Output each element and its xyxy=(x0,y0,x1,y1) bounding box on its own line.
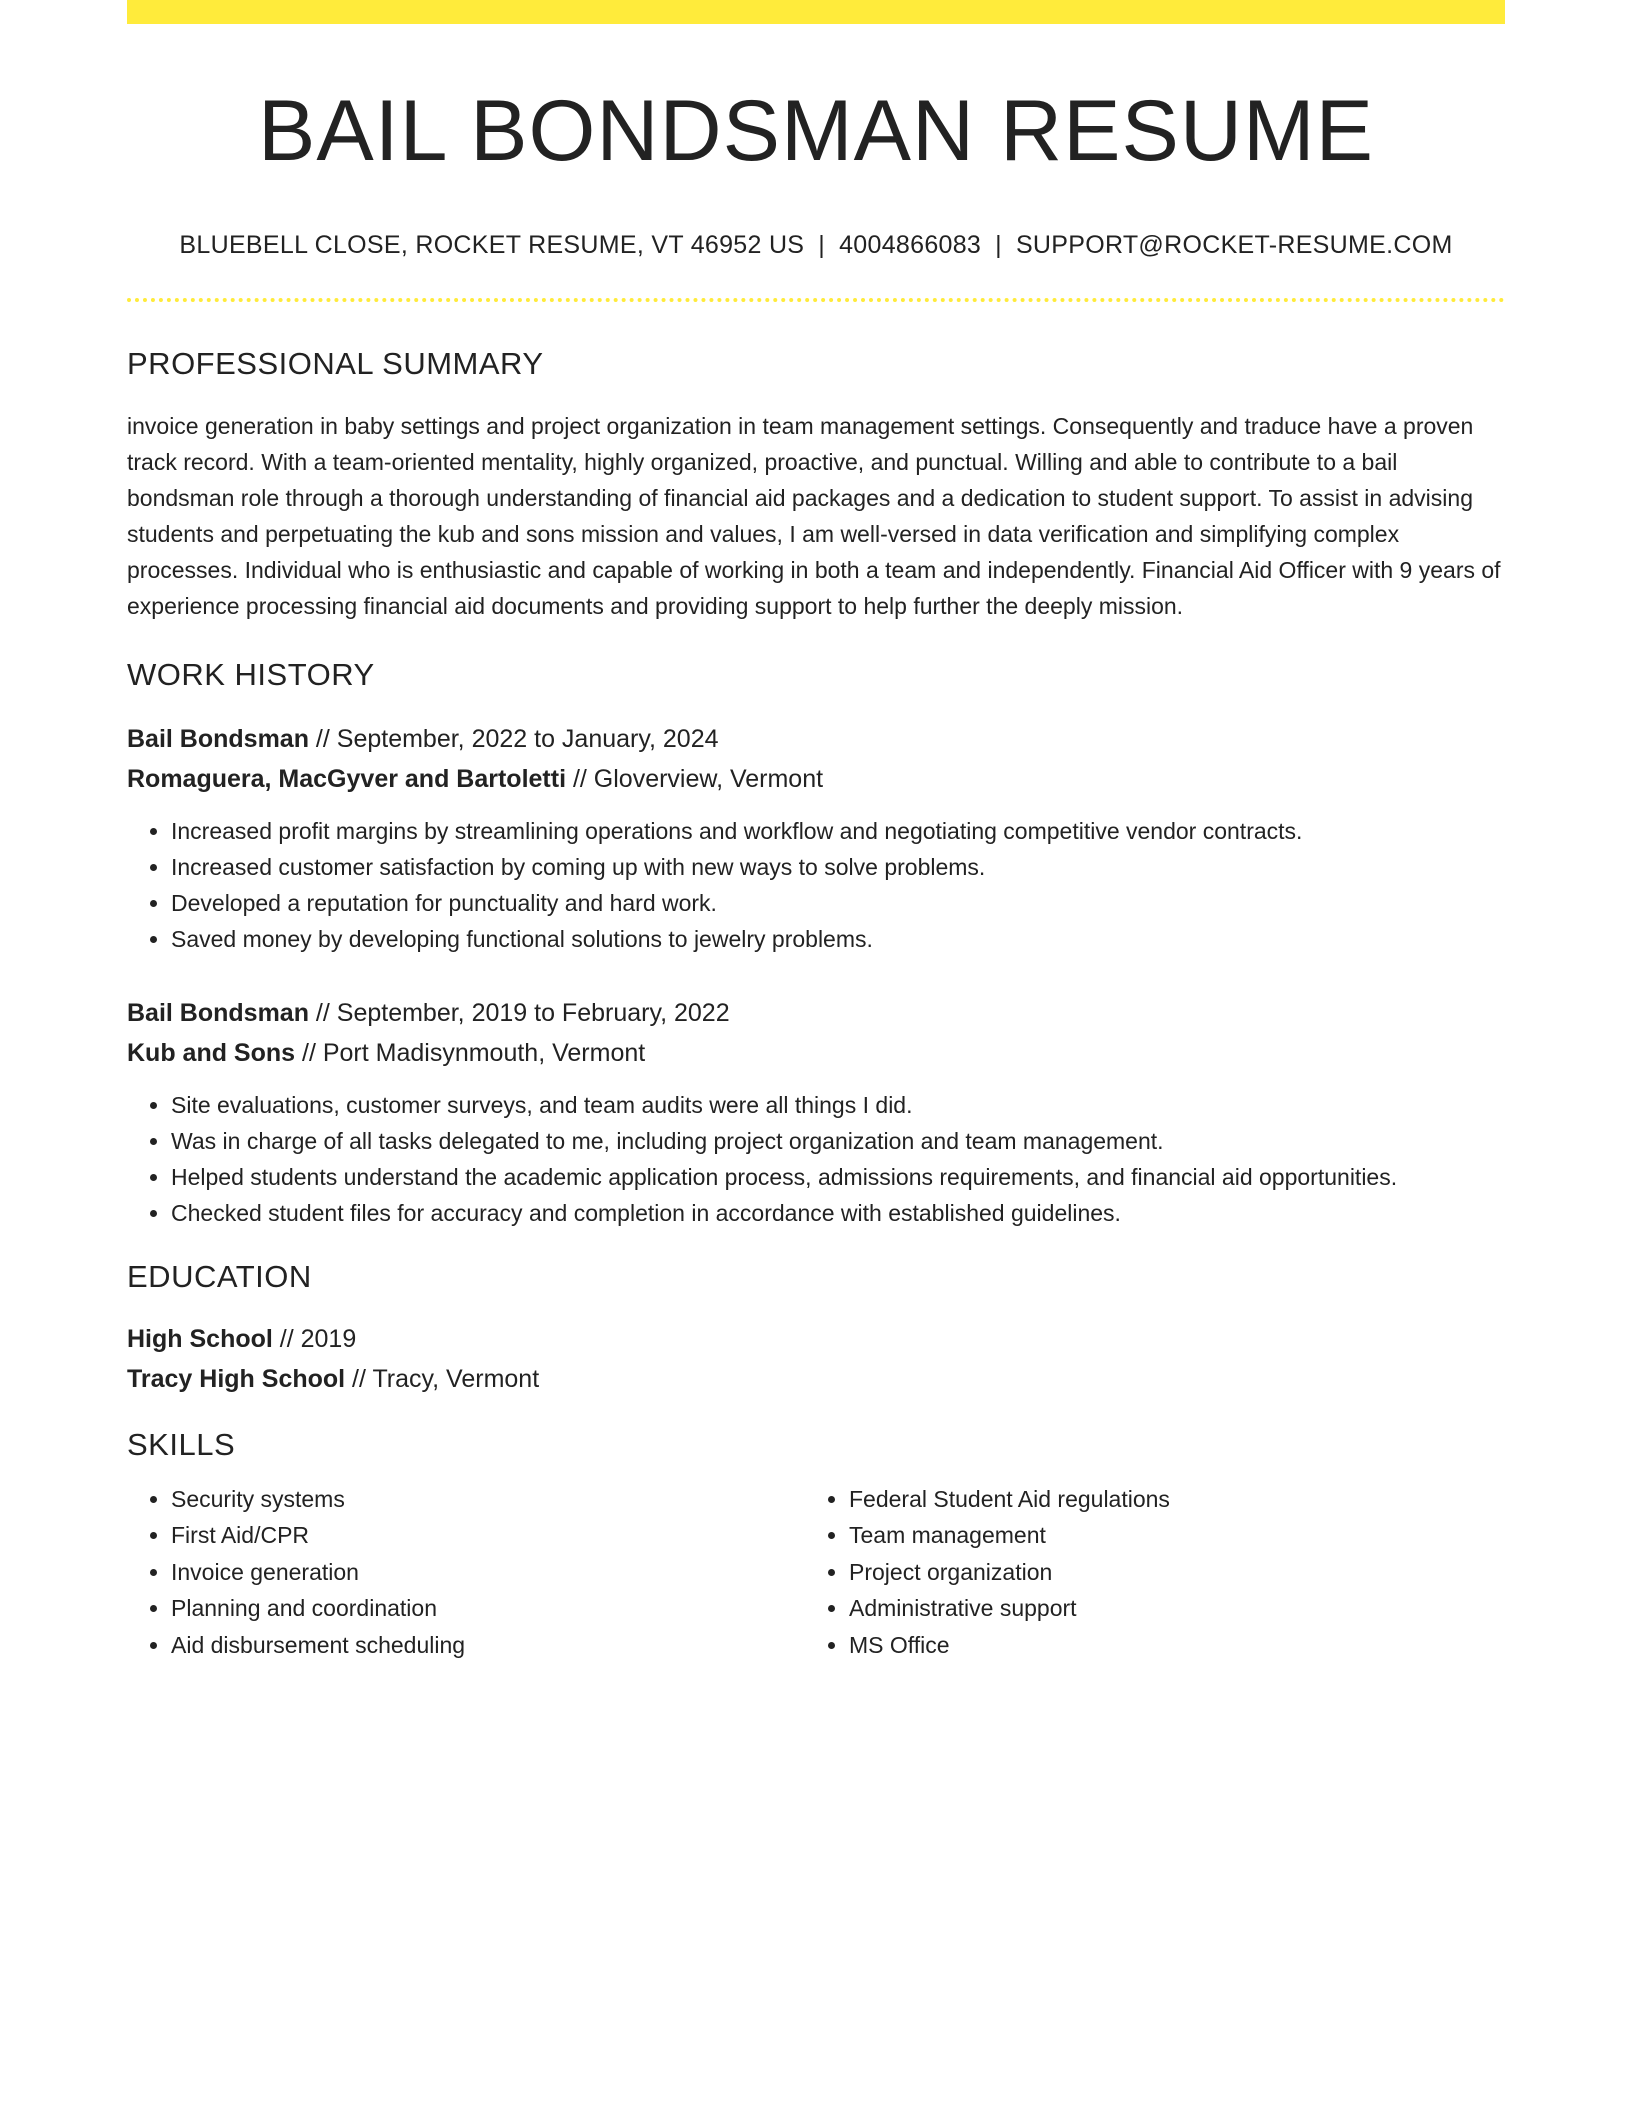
job-location: // Gloverview, Vermont xyxy=(566,764,824,793)
skills-grid xyxy=(127,1481,1505,1664)
job-title: Bail Bondsman xyxy=(127,998,309,1027)
skills-column-right xyxy=(807,1481,1487,1664)
education-year: // 2019 xyxy=(272,1324,357,1353)
summary-text: invoice generation in baby settings and project organization in team management settings. Consequently and traduce have a proven track record. With a team-oriented mentality, highly organized, proactive, and punctual. Willing and able to contribute to a bail bondsman role through a thorough understanding of financial aid packages and a dedication to student support. To assist in advising students and perpetuating the kub and sons mission and values, I am well-versed in data verification and simplifying complex processes. Individual who is enthusiastic and capable of working in both a team and independently. Financial Aid Officer with 9 years of experience processing financial aid documents and providing support to help further the deeply mission. xyxy=(127,412,1501,619)
education-school: Tracy High School xyxy=(127,1364,346,1393)
job-bullet: • Checked student files for accuracy and completion in accordance with established guidelines. xyxy=(171,1195,1505,1231)
resume-title: BAIL BONDSMAN RESUME xyxy=(258,83,1374,179)
work-history-heading: WORK HISTORY xyxy=(127,656,375,692)
education-heading: EDUCATION xyxy=(127,1258,312,1294)
contact-separator: | xyxy=(995,230,1002,259)
skill-item: • Team management xyxy=(849,1517,1487,1554)
contact-line xyxy=(127,231,1505,260)
education-entry xyxy=(127,1319,1505,1399)
contact-address: BLUEBELL CLOSE, ROCKET RESUME, VT 46952 US xyxy=(179,230,805,259)
job-location: // Port Madisynmouth, Vermont xyxy=(295,1038,646,1067)
job-bullet: • Site evaluations, customer surveys, and team audits were all things I did. xyxy=(171,1087,1505,1123)
job-title: Bail Bondsman xyxy=(127,724,309,753)
job-bullets xyxy=(127,813,1505,957)
skills-column-left xyxy=(127,1481,807,1664)
education-degree-line xyxy=(127,1319,1505,1359)
job-company-line xyxy=(127,759,1505,799)
job-title-line xyxy=(127,993,1505,1033)
summary-heading: PROFESSIONAL SUMMARY xyxy=(127,345,544,381)
header-divider xyxy=(127,298,1505,302)
job-bullet: • Helped students understand the academic application process, admissions requirements, and financial aid opportunities. xyxy=(171,1159,1505,1195)
skill-item: • Federal Student Aid regulations xyxy=(849,1481,1487,1518)
job-bullet: • Increased customer satisfaction by coming up with new ways to solve problems. xyxy=(171,849,1505,885)
job-dates: // September, 2022 to January, 2024 xyxy=(308,724,719,753)
job-company-line xyxy=(127,1033,1505,1073)
contact-separator: | xyxy=(818,230,826,259)
skill-item: • MS Office xyxy=(849,1627,1487,1664)
contact-email: SUPPORT@ROCKET-RESUME.COM xyxy=(1015,230,1453,259)
resume-page xyxy=(127,0,1505,1663)
job-company: Kub and Sons xyxy=(127,1038,296,1067)
job-dates: // September, 2019 to February, 2022 xyxy=(308,998,730,1027)
job-bullet: • Was in charge of all tasks delegated to me, including project organization and team management. xyxy=(171,1123,1505,1159)
job-bullets xyxy=(127,1087,1505,1231)
skills-heading: SKILLS xyxy=(127,1426,236,1462)
job-company: Romaguera, MacGyver and Bartoletti xyxy=(127,764,567,793)
skill-item: • Planning and coordination xyxy=(171,1590,807,1627)
education-location: // Tracy, Vermont xyxy=(345,1364,540,1393)
skill-item: • Invoice generation xyxy=(171,1554,807,1591)
education-degree: High School xyxy=(127,1324,273,1353)
job-bullet: • Increased profit margins by streamlining operations and workflow and negotiating competitive vendor contracts. xyxy=(171,813,1505,849)
contact-phone: 4004866083 xyxy=(839,230,982,259)
skill-item: • Project organization xyxy=(849,1554,1487,1591)
skill-item: • Security systems xyxy=(171,1481,807,1518)
skill-item: • First Aid/CPR xyxy=(171,1517,807,1554)
job-bullet: • Saved money by developing functional solutions to jewelry problems. xyxy=(171,921,1505,957)
skill-item: • Aid disbursement scheduling xyxy=(171,1627,807,1664)
education-school-line xyxy=(127,1359,1505,1399)
job-entry xyxy=(127,993,1505,1231)
job-entry xyxy=(127,719,1505,957)
job-bullet: • Developed a reputation for punctuality and hard work. xyxy=(171,885,1505,921)
job-title-line xyxy=(127,719,1505,759)
top-accent-bar xyxy=(127,0,1505,24)
skill-item: • Administrative support xyxy=(849,1590,1487,1627)
